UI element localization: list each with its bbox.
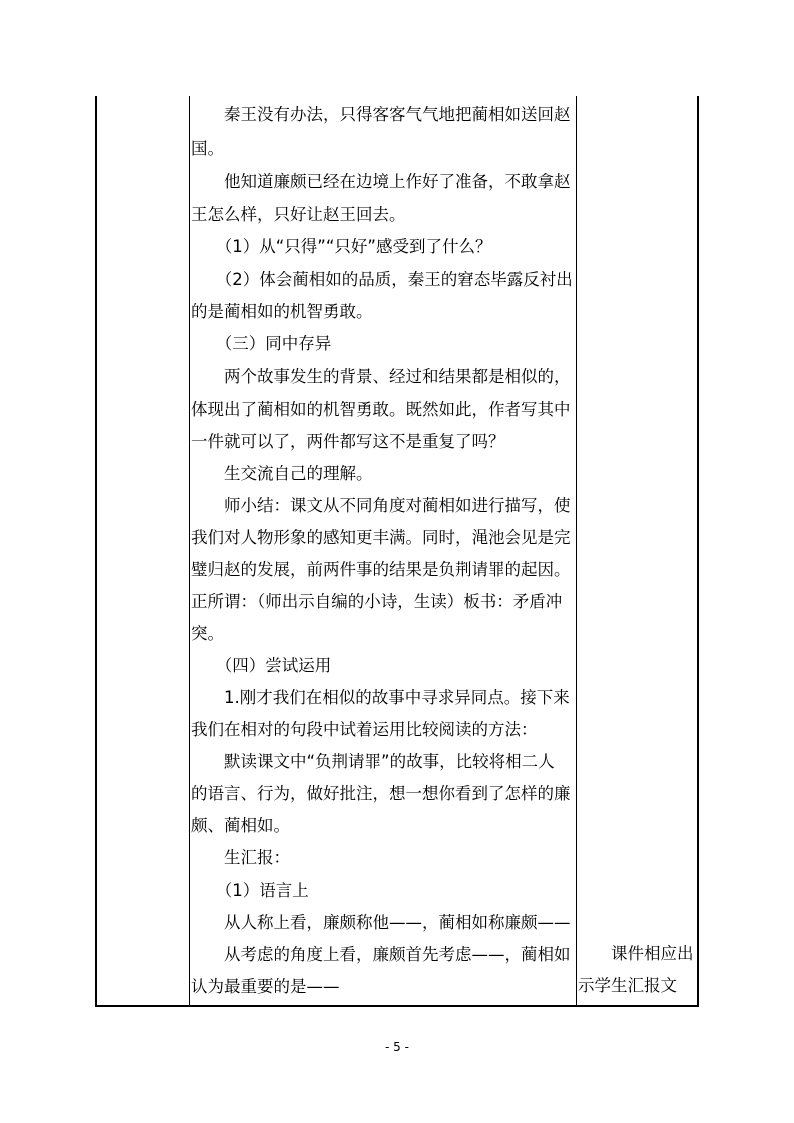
lesson-line: （四）尝试运用 [191,656,332,675]
lesson-line: 的是蔺相如的机智勇敢。 [191,302,373,321]
lesson-line: （1）语言上 [191,881,309,900]
lesson-line: 正所谓：（师出示自编的小诗，生读）板书：矛盾冲 [191,592,563,611]
lesson-line: 秦王没有办法，只得客客气气地把蔺相如送回赵 [191,105,571,124]
lesson-line: 认为最重要的是—— [191,977,340,996]
table-column-divider-1 [189,96,190,1007]
side-note-line-1: 课件相应出 [578,944,694,963]
lesson-line: 国。 [191,139,224,158]
lesson-line: 突。 [191,624,224,643]
lesson-line: 生交流自己的理解。 [191,464,373,483]
lesson-line: 的语言、行为，做好批注，想一想你看到了怎样的廉 [191,784,571,803]
lesson-line: 一件就可以了，两件都写这不是重复了吗？ [191,432,505,451]
lesson-line: 两个故事发生的背景、经过和结果都是相似的， [191,367,571,386]
side-note-line-2: 示学生汇报文 [578,976,677,995]
table-bottom-border [95,1005,699,1007]
lesson-line: （1）从“只得”“只好”感受到了什么？ [191,237,492,256]
lesson-line: 我们对人物形象的感知更丰满。同时，渑池会见是完 [191,528,571,547]
lesson-line: 我们在相对的句段中试着运用比较阅读的方法： [191,720,538,739]
lesson-line: 从人称上看，廉颇称他——，蔺相如称廉颇—— [191,913,571,932]
lesson-line: 生汇报： [191,848,290,867]
page-number: - 5 - [385,1040,409,1054]
lesson-line: 师小结：课文从不同角度对蔺相如进行描写，使 [191,496,571,515]
lesson-line: 1.刚才我们在相似的故事中寻求异同点。接下来 [191,688,570,707]
table-right-border [697,96,699,1007]
lesson-line: 从考虑的角度上看，廉颇首先考虑——，蔺相如 [191,945,571,964]
table-column-divider-2 [576,96,577,1007]
lesson-line: 王怎么样，只好让赵王回去。 [191,205,406,224]
lesson-line: 默读课文中“负荆请罪”的故事，比较将相二人 [191,752,555,771]
table-left-border [95,96,97,1007]
lesson-line: （2）体会蔺相如的品质，秦王的窘态毕露反衬出 [191,270,573,289]
lesson-line: 他知道廉颇已经在边境上作好了准备，不敢拿赵 [191,172,571,191]
lesson-line: （三）同中存异 [191,334,332,353]
lesson-line: 颇、蔺相如。 [191,816,290,835]
lesson-line: 璧归赵的发展，前两件事的结果是负荆请罪的起因。 [191,560,571,579]
lesson-line: 体现出了蔺相如的机智勇敢。既然如此，作者写其中 [191,400,571,419]
